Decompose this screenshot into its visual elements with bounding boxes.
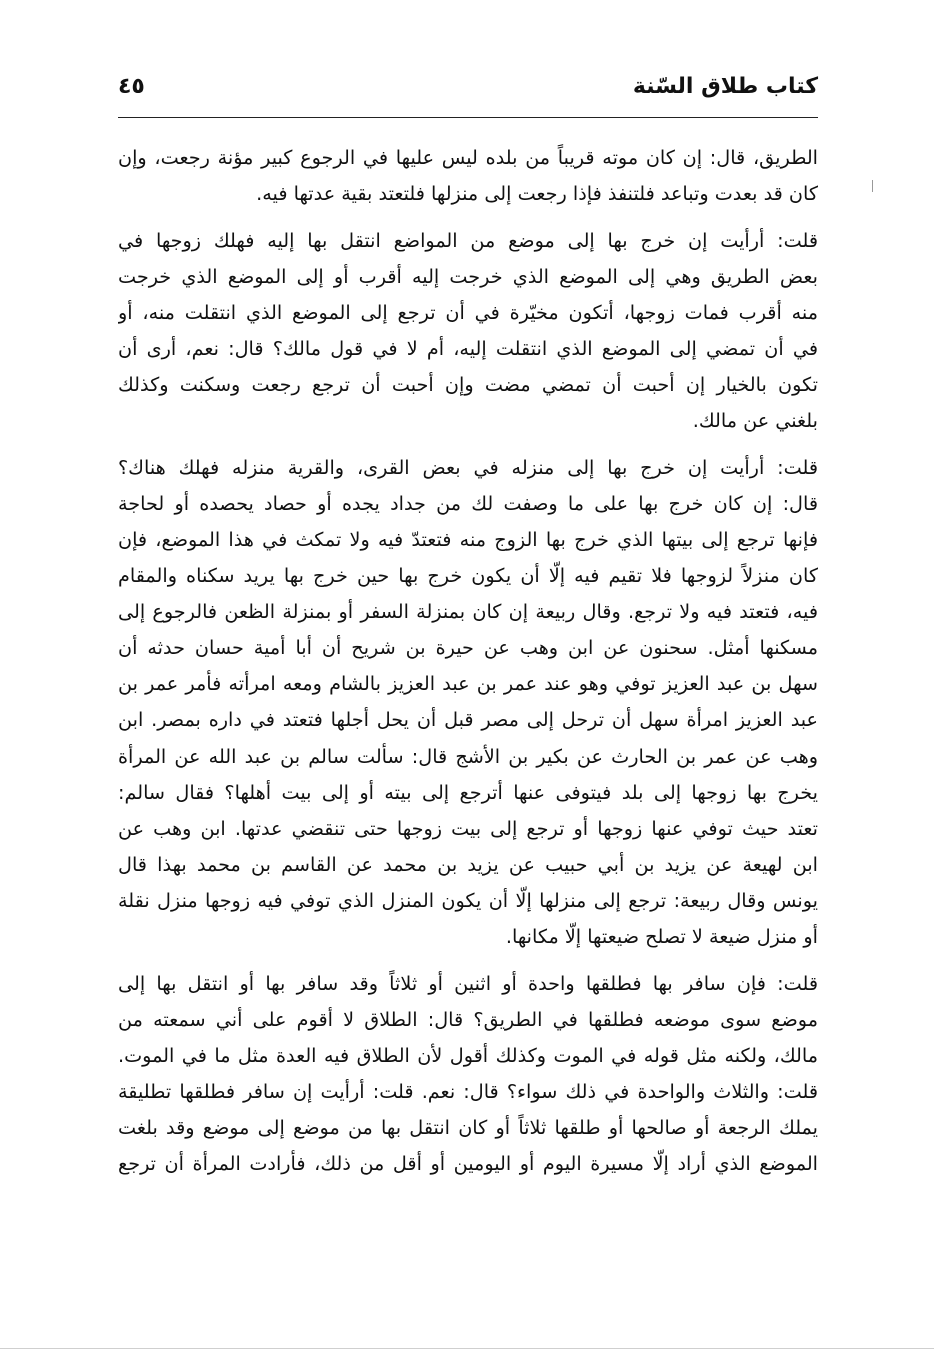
book-title: كتاب طلاق السّنة [632,74,818,99]
running-header [118,68,818,106]
text-line: تعتد حيث توفي عنها زوجها أو ترجع إلى بيت زوجها حتى تنقضي عدتها. ابن وهب عن [118,816,818,840]
text-line: بعض الطريق وهي إلى الموضع الذي خرجت إليه أقرب أو إلى الموضع الذي خرجت [118,264,818,288]
text-line: الموضع الذي أراد إلّا مسيرة اليوم أو اليومين أو أقل من ذلك، فأرادت المرأة أن ترجع [118,1152,818,1176]
paragraph [118,140,818,212]
text-line: قلت: أرأيت إن خرج بها إلى موضع من المواضع انتقل بها إليه فهلك زوجها في [118,228,818,252]
text-line: مالك، ولكنه مثل قوله في الموت وكذلك أقول لأن الطلاق فيه العدة مثل ما في الموت. [118,1043,818,1067]
text-line: يونس وقال ربيعة: ترجع إلى منزلها إلّا أن يكون المنزل الذي توفي فيه زوجها منزل نقلة [118,888,818,912]
text-line: فيه، فتعتد فيه ولا ترجع. وقال ربيعة إن كان بمنزلة السفر أو بمنزلة الظعن فالرجوع إلى [118,600,818,624]
page-number: ٤٥ [118,74,145,99]
text-line: الطريق، قال: إن كان موته قريباً من بلده ليس عليها في الرجوع كبير مؤنة رجعت، وإن [118,146,818,169]
paragraph [118,223,818,440]
text-line: منه أقرب فمات زوجها، أتكون مخيّرة في أن ترجع إلى الموضع الذي انتقلت منه، أو [118,300,818,324]
text-line: يملك الرجعة أو صالحها أو طلقها ثلاثاً أو كان انتقل بها من موضع إلى موضع وقد بلغت [118,1115,818,1139]
text-line: كان منزلاً لزوجها فلا تقيم فيه إلّا أن يكون خرج بها حين خرج بها يريد سكناه والمقام [118,564,818,588]
text-line: سهل بن عبد العزيز توفي وهو عند عمر بن عبد العزيز بالشام ومعه امرأته فأمر عمر بن [118,672,818,696]
text-line: قال: إن كان خرج بها على ما وصفت لك من جداد يجده أو حصاد يحصده أو لحاجة [118,491,818,515]
text-line: عبد العزيز امرأة سهل أن ترحل إلى مصر قبل أن يحل أجلها فتعتد في داره بمصر. ابن [118,708,818,732]
text-line: في أن تمضي إلى الموضع الذي انتقلت إليه، أم لا في قول مالك؟ قال: نعم، أرى أن [118,336,818,360]
text-line: وهب عن عمر بن الحارث عن بكير بن الأشج قال: سألت سالم بن عبد الله عن المرأة [118,744,818,768]
paragraph [118,966,818,1183]
text-line: كان قد بعدت وتباعد فلتنفذ فإذا رجعت إلى منزلها فلتعتد بقية عدتها فيه. [256,182,818,206]
text-line: قلت: والثلاث والواحدة في ذلك سواء؟ قال: نعم. قلت: أرأيت إن سافر فطلقها تطليقة [118,1079,818,1103]
text-line: قلت: أرأيت إن خرج بها إلى منزله في بعض القرى، والقرية منزله فهلك هناك؟ [118,455,818,479]
text-line: قلت: فإن سافر بها فطلقها واحدة أو اثنين أو ثلاثاً وقد سافر بها أو انتقل بها إلى [118,971,818,995]
text-line: أو منزل ضيعة لا تصلح ضيعتها إلّا مكانها. [505,924,818,948]
scan-mark [872,180,873,192]
header-divider [118,117,818,118]
text-line: فإنها ترجع إلى بيتها الذي خرج بها الزوج منه فتعتدّ فيه ولا تمكث في هذا الموضع، فإن [118,527,818,551]
text-line: بلغني عن مالك. [692,409,818,433]
scan-edge-line [0,1348,934,1349]
text-line: مسكنها أمثل. سحنون عن ابن وهب عن حيرة بن شريح أن أبا أمية حسان حدثه أن [118,636,818,660]
paragraph [118,450,818,955]
text-line: يخرج بها زوجها إلى بلد فيتوفى عنها أترجع إلى بيته أو إلى بيت أهلها؟ فقال سالم: [118,780,818,804]
text-line: ابن لهيعة عن يزيد بن أبي حبيب عن يزيد بن محمد عن القاسم بن محمد بهذا قال [118,852,818,876]
main-text [118,140,818,1193]
text-line: تكون بالخيار إن أحبت أن تمضي مضت وإن أحبت أن ترجع رجعت وسكنت وكذلك [118,373,818,397]
text-line: موضع سوى موضعه فطلقها في الطريق؟ قال: الطلاق لا أقوم على أني سمعته من [118,1007,818,1031]
